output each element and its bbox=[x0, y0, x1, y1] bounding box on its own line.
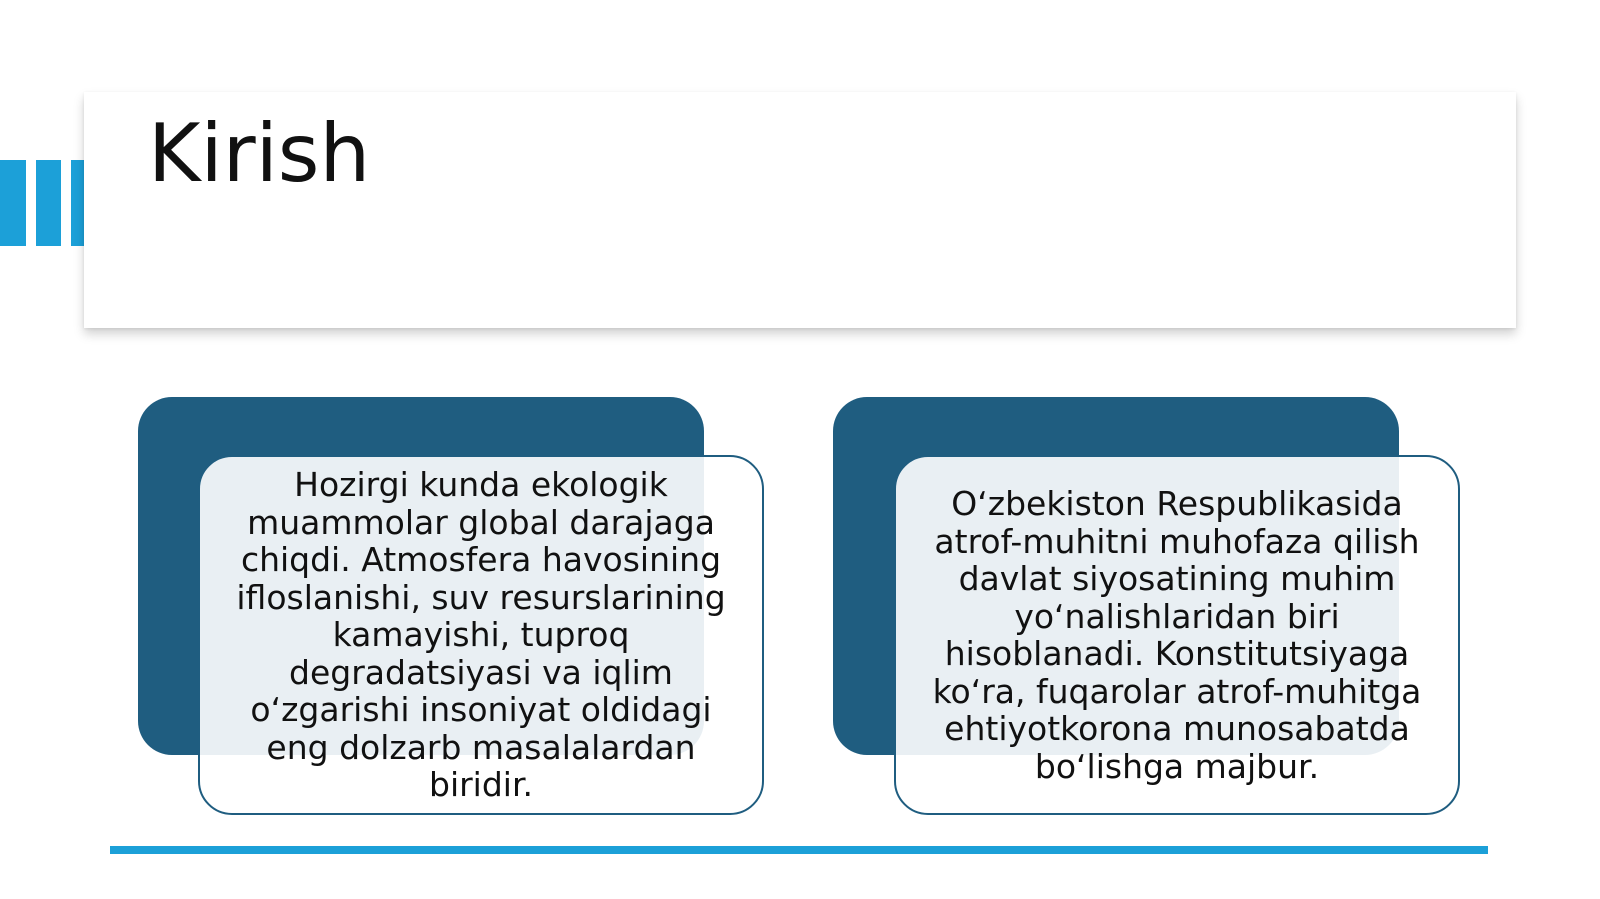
accent-bar-2 bbox=[36, 160, 61, 246]
text-card-left bbox=[198, 455, 764, 815]
card-text-left: Hozirgi kunda ekologik muammolar global darajaga chiqdi. Atmosfera havosining ifloslanishi, suv resurslarining kamayishi, tuproq degradatsiyasi va iqlim o‘zgarishi insoniyat oldidagi eng dolzarb masalalardan biridir. bbox=[236, 465, 726, 805]
accent-bar-1 bbox=[0, 160, 26, 246]
text-card-right bbox=[894, 455, 1460, 815]
card-text-right: O‘zbekiston Respublikasida atrof-muhitni muhofaza qilish davlat siyosatining muhim yo‘nalishlaridan biri hisoblanadi. Konstitutsiyaga ko‘ra, fuqarolar atrof-muhitga ehtiyotkorona munosabatda bo‘lishga majbur. bbox=[932, 484, 1422, 786]
accent-bar-3 bbox=[71, 160, 84, 246]
bottom-divider bbox=[110, 846, 1488, 854]
slide-title: Kirish bbox=[148, 107, 371, 200]
